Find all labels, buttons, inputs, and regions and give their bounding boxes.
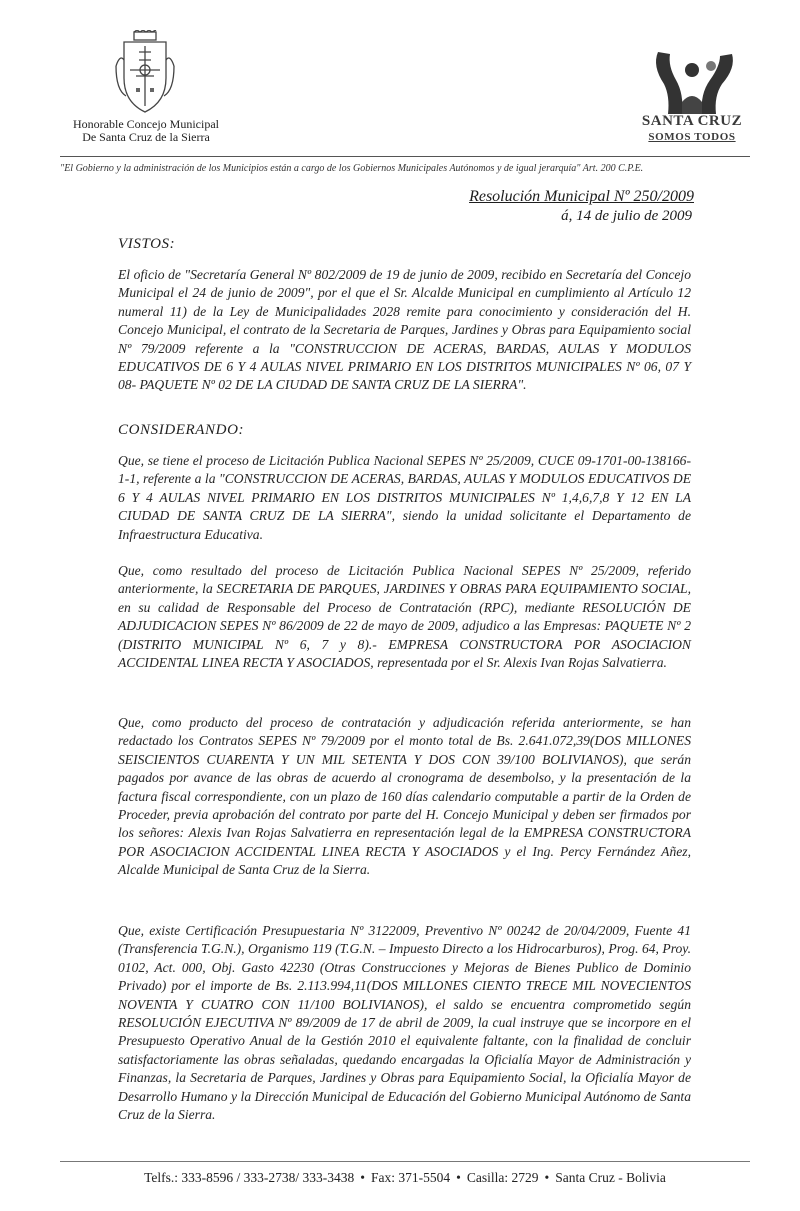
bullet-separator: • xyxy=(544,1170,550,1185)
vistos-heading: VISTOS: xyxy=(118,236,176,252)
footer-city: Santa Cruz - Bolivia xyxy=(555,1170,666,1185)
considerando-paragraph-4: Que, existe Certificación Presupuestaria Nº 3122009, Preventivo Nº 00242 de 20/04/2009, Fuente 41 (Transferencia T.G.N.), Organismo 119 (T.G.N. – Impuesto Directo a los Hidrocarburos), Prog. 64, Proy. 0102, Act. 000, Obj. Gasto 42230 (Otras Construcciones y Mejoras de Bienes Publico de Dominio Privado) por el importe de Bs. 2.113.994,11(DOS MILLONES CIENTO TRECE MIL NOVECIENTOS NOVENTA Y CUATRO CON 11/100 BOLIVIANOS), el saldo se encuentra comprometido según RESOLUCIÓN EJECUTIVA Nº 89/2009 de 17 de abril de 2009, la cual instruye que se incorpore en el Presupuesto Operativo Anual de la Gestión 2010 el equivalente faltante, con la finalidad de concluir satisfactoriamente las obras señaladas, quedando encargadas la Oficialía Mayor de Administración y Finanzas, la Secretaria de Parques, Jardines y Obras para Equipamiento Social, la Oficialía Mayor de Desarrollo Humano y la Dirección Municipal de Educación del Gobierno Municipal Autónomo de Santa Cruz de la Sierra. xyxy=(118,923,691,1123)
council-line-1: Honorable Concejo Municipal xyxy=(73,117,219,131)
council-line-2: De Santa Cruz de la Sierra xyxy=(82,130,210,144)
considerando-heading: CONSIDERANDO: xyxy=(118,422,245,438)
resolution-title: Resolución Municipal Nº 250/2009 xyxy=(469,188,694,205)
footer-casilla: Casilla: 2729 xyxy=(466,1170,539,1185)
constitution-quote: "El Gobierno y la administración de los Municipios están a cargo de los Gobiernos Municipales Autónomos y de igual jerarquía" Art. 200 C.P.E. xyxy=(60,163,644,174)
santa-cruz-logo-icon xyxy=(636,44,748,124)
bullet-separator: • xyxy=(456,1170,461,1185)
footer-contact xyxy=(60,1170,750,1186)
resolution-date: á, 14 de julio de 2009 xyxy=(561,208,692,224)
brand-slogan: SOMOS TODOS xyxy=(648,131,736,143)
footer-fax: Fax: 371-5504 xyxy=(371,1170,451,1185)
considerando-paragraph-3: Que, como producto del proceso de contratación y adjudicación referida anteriormente, se han redactado los Contratos SEPES Nº 79/2009 por el monto total de Bs. 2.641.072,39(DOS MILLONES SEISCIENTOS CUARENTA Y UN MIL SETENTA Y DOS CON 39/100 BOLIVIANOS), que serán pagados por avance de las obras de acuerdo al cronograma de desembolso, y la presentación de la factura fiscal correspondiente, con un plazo de 160 días calendario computable a partir de la Orden de Proceder, previa aprobación del contrato por parte del H. Concejo Municipal y deben ser firmados por los señores: Alexis Ivan Rojas Salvatierra en representación legal de la EMPRESA CONSTRUCTORA POR ASOCIACION ACCIDENTAL LINEA RECTA Y ASOCIADOS y el Ing. Percy Fernández Añez, Alcalde Municipal de Santa Cruz de la Sierra. xyxy=(118,715,691,878)
council-name xyxy=(48,118,244,144)
considerando-paragraph-2: Que, como resultado del proceso de Licitación Publica Nacional SEPES Nº 25/2009, referido anteriormente, la SECRETARIA DE PARQUES, JARDINES Y OBRAS PARA EQUIPAMIENTO SOCIAL, en su calidad de Responsable del Proceso de Contratación (RPC), mediante RESOLUCIÓN DE ADJUDICACION SEPES Nº 86/2009 de 22 de mayo de 2009, adjudico a las Empresas: PAQUETE Nº 2 (DISTRITO MUNICIPAL Nº 6, 7 y 8).- EMPRESA CONSTRUCTORA POR ASOCIACION ACCIDENTAL LINEA RECTA Y ASOCIADOS, representada por el Sr. Alexis Ivan Rojas Salvatierra. xyxy=(118,563,691,671)
considerando-paragraph-1: Que, se tiene el proceso de Licitación Publica Nacional SEPES Nº 25/2009, CUCE 09-1701-00-138166-1-1, referente a la "CONSTRUCCION DE ACERAS, BARDAS, AULAS Y MODULOS EDUCATIVOS DE 6 Y 4 AULAS NIVEL PRIMARIO EN LOS DISTRITOS MUNICIPALES Nº 1,4,6,7,8 Y 12 EN LA CIUDAD DE SANTA CRUZ DE LA SIERRA", siendo la unidad solicitante el Departamento de Infraestructura Educativa. xyxy=(118,453,691,542)
coat-of-arms-icon xyxy=(112,30,178,116)
brand-name: SANTA CRUZ xyxy=(641,113,743,129)
footer-divider xyxy=(60,1161,750,1162)
header-divider xyxy=(60,156,750,157)
vistos-paragraph: El oficio de "Secretaría General Nº 802/2009 de 19 de junio de 2009, recibido en Secretaría del Concejo Municipal el 24 de junio de 2009", por el que el Sr. Alcalde Municipal en cumplimiento al Artículo 12 numeral 11) de la Ley de Municipalidades 2028 remite para conocimiento y consideración del H. Concejo Municipal, el contrato de la Secretaria de Parques, Jardines y Obras para Equipamiento social Nº 79/2009 referente a la "CONSTRUCCION DE ACERAS, BARDAS, AULAS Y MODULOS EDUCATIVOS DE 6 Y 4 AULAS NIVEL PRIMARIO EN LOS DISTRITOS MUNICIPALES Nº 06, 07 Y 08- PAQUETE Nº 02 DE LA CIUDAD DE SANTA CRUZ DE LA SIERRA". xyxy=(118,267,691,393)
bullet-separator: • xyxy=(360,1170,366,1185)
footer-phones: Telfs.: 333-8596 / 333-2738/ 333-3438 xyxy=(144,1170,355,1185)
